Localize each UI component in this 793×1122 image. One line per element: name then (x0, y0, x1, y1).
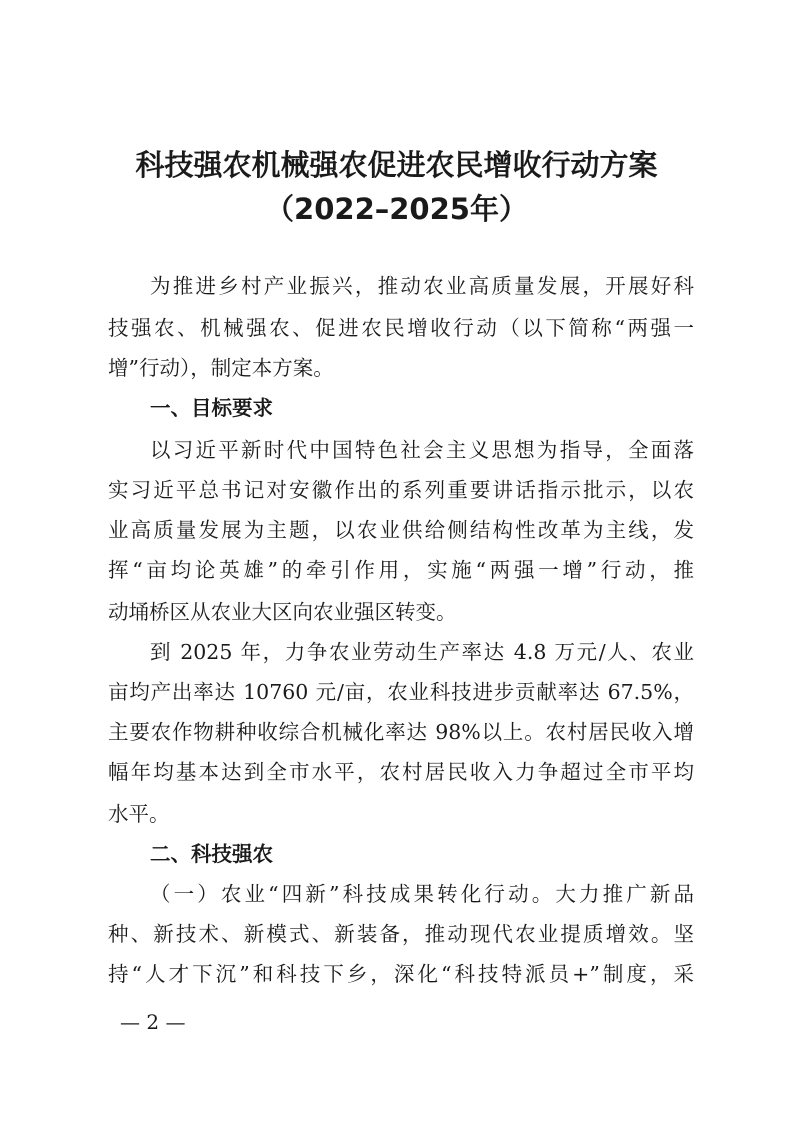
paragraph-line: 增”行动），制定本方案。 (108, 356, 334, 380)
section-heading: 二、科技强农 (150, 842, 273, 866)
paragraph-line: 业高质量发展为主题，以农业供给侧结构性改革为主线，发 (108, 518, 694, 542)
paragraph-line: 主要农作物耕种收综合机械化率达 98%以上。农村居民收入增 (108, 720, 694, 744)
paragraph-line: 到 2025 年，力争农业劳动生产率达 4.8 万元/人、农业 (150, 640, 694, 664)
paragraph-line: 动埇桥区从农业大区向农业强区转变。 (108, 600, 457, 624)
paragraph-line: 幅年均基本达到全市水平，农村居民收入力争超过全市平均 (108, 760, 694, 784)
paragraph-line: 实习近平总书记对安徽作出的系列重要讲话指示批示，以农 (108, 478, 694, 502)
paragraph-line: 持“人才下沉”和科技下乡，深化“科技特派员+”制度，采 (108, 962, 694, 986)
document-title: 科技强农机械强农促进农民增收行动方案 (135, 148, 658, 182)
paragraph-line: 种、新技术、新模式、新装备，推动现代农业提质增效。坚 (108, 922, 694, 946)
paragraph-line: 以习近平新时代中国特色社会主义思想为指导，全面落 (150, 438, 694, 462)
paragraph-line: （一）农业“四新”科技成果转化行动。大力推广新品 (150, 882, 694, 906)
paragraph-line: 挥“亩均论英雄”的牵引作用，实施“两强一增”行动，推 (108, 558, 694, 582)
page-number: — 2 — (120, 1010, 186, 1034)
paragraph-line: 水平。 (108, 802, 170, 826)
paragraph-line: 为推进乡村产业振兴，推动农业高质量发展，开展好科 (150, 274, 694, 298)
paragraph-line: 亩均产出率达 10760 元/亩，农业科技进步贡献率达 67.5%， (108, 680, 694, 704)
paragraph-line: 技强农、机械强农、促进农民增收行动（以下简称“两强一 (108, 316, 694, 340)
section-heading: 一、目标要求 (150, 396, 273, 420)
document-subtitle-years: （2022–2025年） (265, 192, 528, 226)
